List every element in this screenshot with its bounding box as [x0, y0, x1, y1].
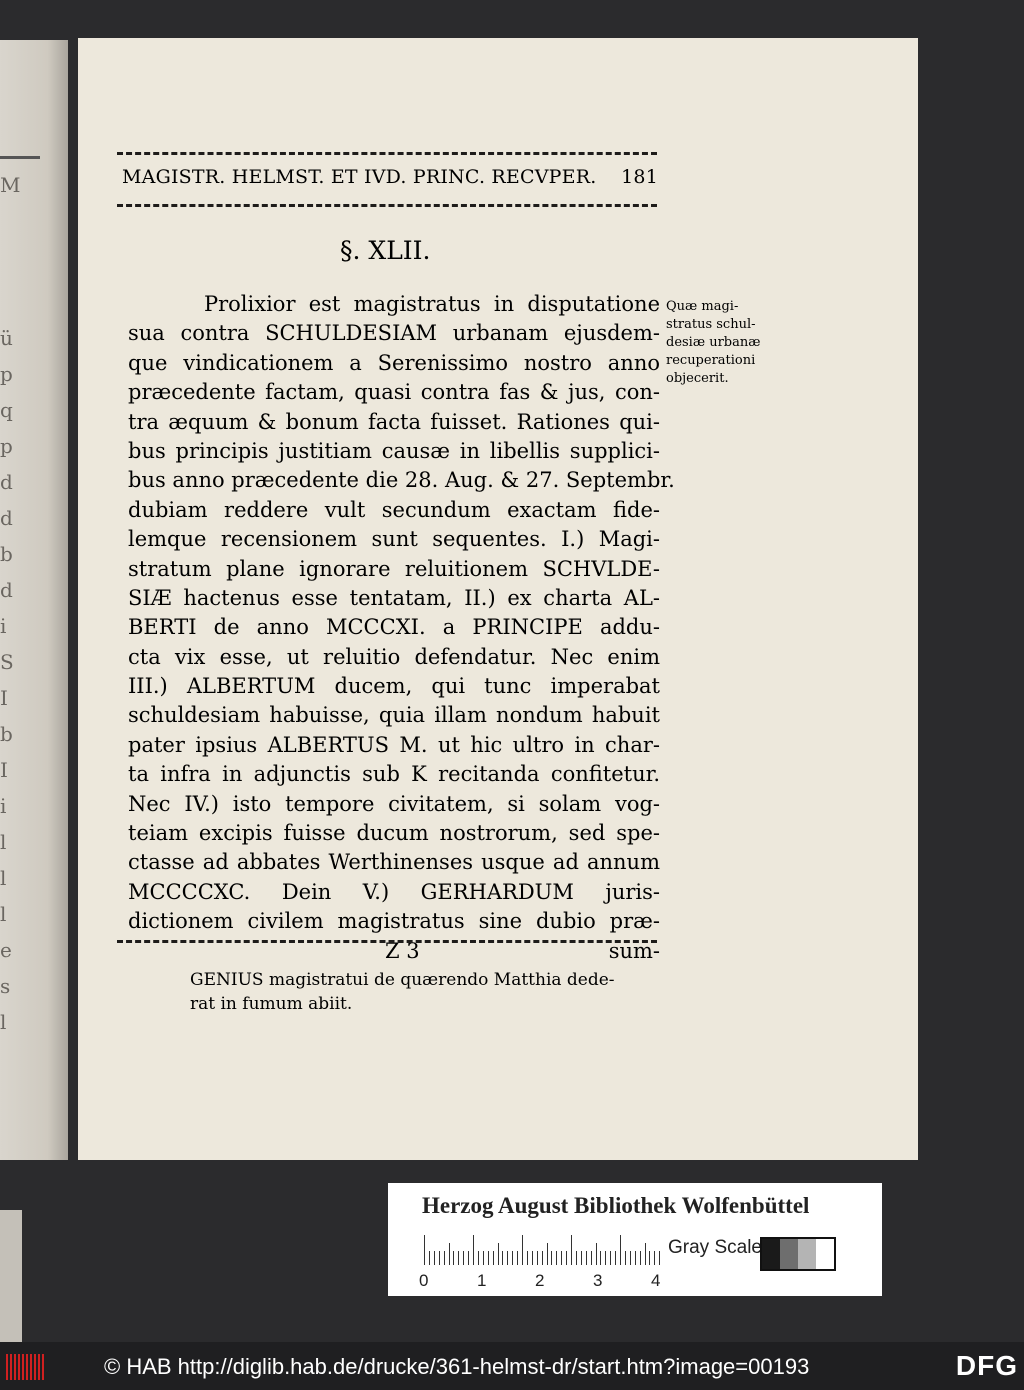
ruler-tick: [424, 1235, 425, 1265]
ruler-tick: [444, 1251, 445, 1265]
text-line: ctasse ad abbates Werthinenses usque ad annum: [128, 850, 660, 875]
text-line: stratum plane ignorare reluitionem SCHVLDE-: [128, 556, 660, 581]
ruler-tick: [512, 1251, 513, 1265]
gray-swatch: [762, 1239, 780, 1269]
ruler-tick: [483, 1251, 484, 1265]
ruler-tick: [640, 1251, 641, 1265]
ruler-number: 0: [419, 1271, 429, 1290]
text-line: tra æquum & bonum facta fuisset. Rationes qui-: [128, 409, 660, 434]
ruler-tick: [547, 1243, 548, 1265]
ruler-tick: [630, 1251, 631, 1265]
ruler-tick: [542, 1251, 543, 1265]
library-label-strip: [0, 1210, 22, 1350]
text-line: BERTI de anno MCCCXI. a PRINCIPE addu-: [128, 615, 660, 640]
ruler-tick: [654, 1251, 655, 1265]
ruler-tick: [453, 1251, 454, 1265]
viewer-footer: [0, 1342, 1024, 1390]
ruler-tick: [596, 1243, 597, 1265]
body-text: [128, 290, 675, 966]
marginal-line: recuperationi: [666, 353, 756, 368]
ruler-tick: [537, 1251, 538, 1265]
ruler-tick: [561, 1251, 562, 1265]
ruler-tick: [449, 1243, 450, 1265]
header-rule-bottom: [117, 204, 657, 207]
text-line: lemque recensionem sunt sequentes. I.) Magi-: [128, 527, 660, 552]
page-number: 181: [621, 166, 658, 188]
ruler-tick: [522, 1235, 523, 1265]
text-line: Nec IV.) isto tempore civitatem, si solam vog-: [128, 791, 660, 816]
text-line: ta infra in adjunctis sub K recitanda confitetur.: [128, 762, 660, 787]
ruler-tick: [498, 1243, 499, 1265]
running-head-title: MAGISTR. HELMST. ET IVD. PRINC. RECVPER.: [122, 166, 597, 188]
edge-letters: ü p q p d d b d i S I b I i l l l e s l: [0, 326, 14, 1034]
text-line: III.) ALBERTUM ducem, qui tunc imperabat: [128, 674, 660, 699]
footnote-line: rat in fumum abiit.: [190, 994, 353, 1014]
marginal-line: objecerit.: [666, 371, 729, 386]
text-line: bus principis justitiam causæ in libellis supplici-: [128, 438, 660, 463]
ruler-tick: [645, 1243, 646, 1265]
ruler-tick: [600, 1251, 601, 1265]
ruler-number: 1: [477, 1271, 487, 1290]
gray-swatch: [780, 1239, 798, 1269]
marginal-line: Quæ magi-: [666, 299, 739, 314]
color-scale-card: [388, 1183, 882, 1296]
footnote-line: GENIUS magistratui de quærendo Matthia dede-: [190, 970, 615, 990]
ruler-tick: [527, 1251, 528, 1265]
ruler-number: 3: [593, 1271, 603, 1290]
ruler-tick: [473, 1235, 474, 1265]
text-line: que vindicationem a Serenissimo nostro anno: [128, 350, 660, 375]
institution-name: Herzog August Bibliothek Wolfenbüttel: [422, 1193, 810, 1218]
gray-swatches: [760, 1237, 836, 1271]
marginal-line: stratus schul-: [666, 317, 756, 332]
gray-swatch: [816, 1239, 834, 1269]
text-line: SIÆ hactenus esse tentatam, II.) ex charta AL-: [128, 585, 660, 610]
ruler-tick: [502, 1251, 503, 1265]
text-line: dictionem civilem magistratus sine dubio præ-: [128, 909, 660, 934]
footnote: [190, 968, 660, 1016]
edge-rule: [0, 156, 40, 159]
ruler-tick: [463, 1251, 464, 1265]
footnote-rule: [117, 940, 657, 943]
catchword: sum-: [608, 938, 660, 963]
ruler-tick: [581, 1251, 582, 1265]
ruler-tick: [468, 1251, 469, 1265]
ruler-tick: [488, 1251, 489, 1265]
ruler: [424, 1235, 660, 1265]
text-line: MCCCCXC. Dein V.) GERHARDUM juris-: [128, 879, 660, 904]
ruler-tick: [591, 1251, 592, 1265]
ruler-number: 2: [535, 1271, 545, 1290]
ruler-tick: [610, 1251, 611, 1265]
credit-link[interactable]: © HAB http://diglib.hab.de/drucke/361-helmst-dr/start.htm?image=00193: [104, 1354, 810, 1379]
ruler-tick: [615, 1251, 616, 1265]
ruler-tick: [429, 1251, 430, 1265]
dfg-logo: DFG: [955, 1350, 1018, 1381]
text-line: Prolixior est magistratus in disputatione: [204, 292, 660, 316]
text-line: cta vix esse, ut reluitio defendatur. Nec enim: [128, 644, 660, 669]
running-head: [122, 166, 658, 188]
ruler-tick: [586, 1251, 587, 1265]
ruler-tick: [507, 1251, 508, 1265]
ruler-tick: [605, 1251, 606, 1265]
ruler-tick: [434, 1251, 435, 1265]
text-line: bus anno præcedente die 28. Aug. & 27. Septembr.: [128, 468, 675, 493]
text-line: sua contra SCHULDESIAM urbanam ejusdem-: [128, 321, 660, 346]
ruler-tick: [478, 1251, 479, 1265]
ruler-tick: [517, 1251, 518, 1265]
text-line: dubiam reddere vult secundum exactam fide-: [128, 497, 660, 522]
ruler-tick: [551, 1251, 552, 1265]
edge-letters: M: [0, 173, 20, 197]
ruler-tick: [620, 1235, 621, 1265]
marginal-note: [666, 298, 784, 388]
ruler-tick: [566, 1251, 567, 1265]
ruler-tick: [635, 1251, 636, 1265]
barcode-icon: [6, 1354, 46, 1380]
ruler-number: 4: [651, 1271, 661, 1290]
text-line: teiam excipis fuisse ducum nostrorum, sed spe-: [128, 821, 660, 846]
ruler-tick: [625, 1251, 626, 1265]
ruler-tick: [556, 1251, 557, 1265]
ruler-tick: [659, 1251, 660, 1265]
ruler-tick: [439, 1251, 440, 1265]
gray-scale-label: Gray Scale: [668, 1237, 762, 1258]
ruler-tick: [458, 1251, 459, 1265]
ruler-tick: [571, 1235, 572, 1265]
ruler-tick: [649, 1251, 650, 1265]
text-line: præcedente factam, quasi contra fas & jus, con-: [128, 380, 660, 405]
marginal-line: desiæ urbanæ: [666, 335, 761, 350]
section-title: §. XLII.: [340, 236, 431, 265]
ruler-tick: [532, 1251, 533, 1265]
header-rule-top: [117, 152, 657, 155]
ruler-tick: [493, 1251, 494, 1265]
text-line: pater ipsius ALBERTUS M. ut hic ultro in char-: [128, 732, 660, 757]
signature-mark: Z 3: [385, 938, 420, 963]
previous-page-edge: [0, 40, 68, 1160]
gray-swatch: [798, 1239, 816, 1269]
text-line: schuldesiam habuisse, quia illam nondum habuit: [128, 703, 660, 728]
ruler-tick: [576, 1251, 577, 1265]
